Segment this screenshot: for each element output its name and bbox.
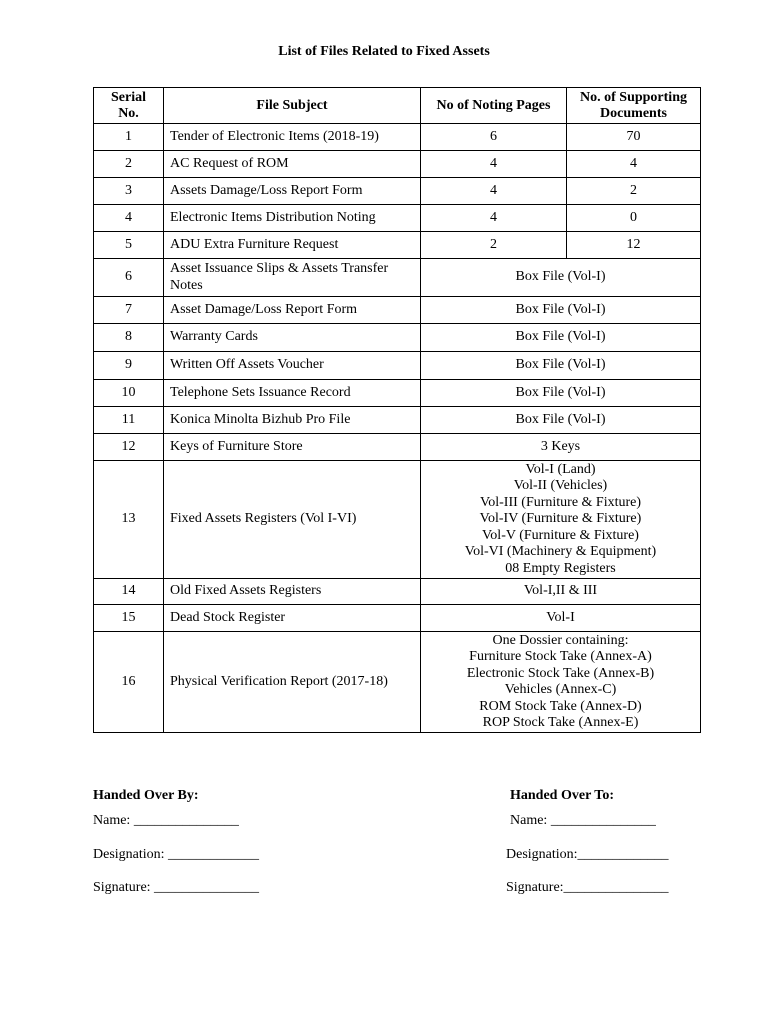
table-row [94, 178, 701, 205]
noting-cell: 2 [421, 232, 567, 259]
merged-cell: Vol-I (Land) Vol-II (Vehicles) Vol-III (Furniture & Fixture) Vol-IV (Furniture & Fixture) Vol-V (Furniture & Fixture) Vol-VI (Machinery & Equipment) 08 Empty Registers [421, 461, 701, 579]
table-row [94, 205, 701, 232]
table-row [94, 232, 701, 259]
subject-cell: Physical Verification Report (2017-18) [164, 632, 421, 733]
serial-cell: 6 [94, 259, 164, 297]
serial-cell: 5 [94, 232, 164, 259]
serial-cell: 16 [94, 632, 164, 733]
serial-cell: 9 [94, 352, 164, 380]
header-noting-pages: No of Noting Pages [421, 88, 567, 124]
table-row [94, 124, 701, 151]
subject-cell: ADU Extra Furniture Request [164, 232, 421, 259]
serial-cell: 13 [94, 461, 164, 579]
subject-cell: Telephone Sets Issuance Record [164, 380, 421, 407]
serial-cell: 1 [94, 124, 164, 151]
header-serial: Serial No. [94, 88, 164, 124]
subject-cell: Electronic Items Distribution Noting [164, 205, 421, 232]
serial-cell: 10 [94, 380, 164, 407]
serial-cell: 14 [94, 579, 164, 605]
noting-cell: 4 [421, 178, 567, 205]
serial-cell: 7 [94, 297, 164, 324]
serial-cell: 15 [94, 605, 164, 632]
table-row [94, 297, 701, 324]
serial-cell: 11 [94, 407, 164, 434]
serial-cell: 12 [94, 434, 164, 461]
table-row [94, 605, 701, 632]
subject-cell: Fixed Assets Registers (Vol I-VI) [164, 461, 421, 579]
handed-over-to-designation-field[interactable]: Designation:_____________ [506, 847, 669, 862]
subject-cell: Assets Damage/Loss Report Form [164, 178, 421, 205]
header-supporting-documents: No. of Supporting Documents [567, 88, 701, 124]
subject-cell: AC Request of ROM [164, 151, 421, 178]
noting-cell: 4 [421, 151, 567, 178]
table-row [94, 579, 701, 605]
noting-cell: 6 [421, 124, 567, 151]
merged-cell: One Dossier containing: Furniture Stock Take (Annex-A) Electronic Stock Take (Annex-B) Vehicles (Annex-C) ROM Stock Take (Annex-D) ROP Stock Take (Annex-E) [421, 632, 701, 733]
serial-cell: 2 [94, 151, 164, 178]
subject-cell: Asset Issuance Slips & Assets Transfer Notes [164, 259, 421, 297]
subject-cell: Keys of Furniture Store [164, 434, 421, 461]
table-row [94, 407, 701, 434]
serial-cell: 4 [94, 205, 164, 232]
handed-over-to-signature-field[interactable]: Signature:_______________ [506, 880, 669, 895]
merged-cell: Vol-I [421, 605, 701, 632]
handed-over-to-heading: Handed Over To: [510, 788, 614, 803]
noting-cell: 4 [421, 205, 567, 232]
table-header-row [94, 88, 701, 124]
table-row [94, 151, 701, 178]
subject-cell: Asset Damage/Loss Report Form [164, 297, 421, 324]
handed-over-by-designation-field[interactable]: Designation: _____________ [93, 847, 260, 862]
supporting-cell: 4 [567, 151, 701, 178]
subject-cell: Old Fixed Assets Registers [164, 579, 421, 605]
table-row [94, 259, 701, 297]
handed-over-by-name-field[interactable]: Name: _______________ [93, 813, 239, 828]
table-row [94, 324, 701, 352]
merged-cell: Box File (Vol-I) [421, 380, 701, 407]
handed-over-to-name-field[interactable]: Name: _______________ [510, 813, 656, 828]
table-row [94, 434, 701, 461]
serial-cell: 8 [94, 324, 164, 352]
subject-cell: Written Off Assets Voucher [164, 352, 421, 380]
table-row [94, 352, 701, 380]
subject-cell: Warranty Cards [164, 324, 421, 352]
merged-cell: Box File (Vol-I) [421, 259, 701, 297]
merged-cell: Box File (Vol-I) [421, 352, 701, 380]
serial-cell: 3 [94, 178, 164, 205]
handed-over-by-heading: Handed Over By: [93, 788, 199, 803]
table-row [94, 380, 701, 407]
supporting-cell: 2 [567, 178, 701, 205]
document-title: List of Files Related to Fixed Assets [278, 44, 490, 59]
header-file-subject: File Subject [164, 88, 421, 124]
merged-cell: Box File (Vol-I) [421, 324, 701, 352]
subject-cell: Konica Minolta Bizhub Pro File [164, 407, 421, 434]
supporting-cell: 12 [567, 232, 701, 259]
merged-cell: Vol-I,II & III [421, 579, 701, 605]
supporting-cell: 70 [567, 124, 701, 151]
subject-cell: Tender of Electronic Items (2018-19) [164, 124, 421, 151]
fixed-assets-table [93, 87, 701, 733]
handed-over-by-signature-field[interactable]: Signature: _______________ [93, 880, 260, 895]
table-row [94, 632, 701, 733]
supporting-cell: 0 [567, 205, 701, 232]
subject-cell: Dead Stock Register [164, 605, 421, 632]
merged-cell: Box File (Vol-I) [421, 297, 701, 324]
merged-cell: 3 Keys [421, 434, 701, 461]
table-row [94, 461, 701, 579]
merged-cell: Box File (Vol-I) [421, 407, 701, 434]
